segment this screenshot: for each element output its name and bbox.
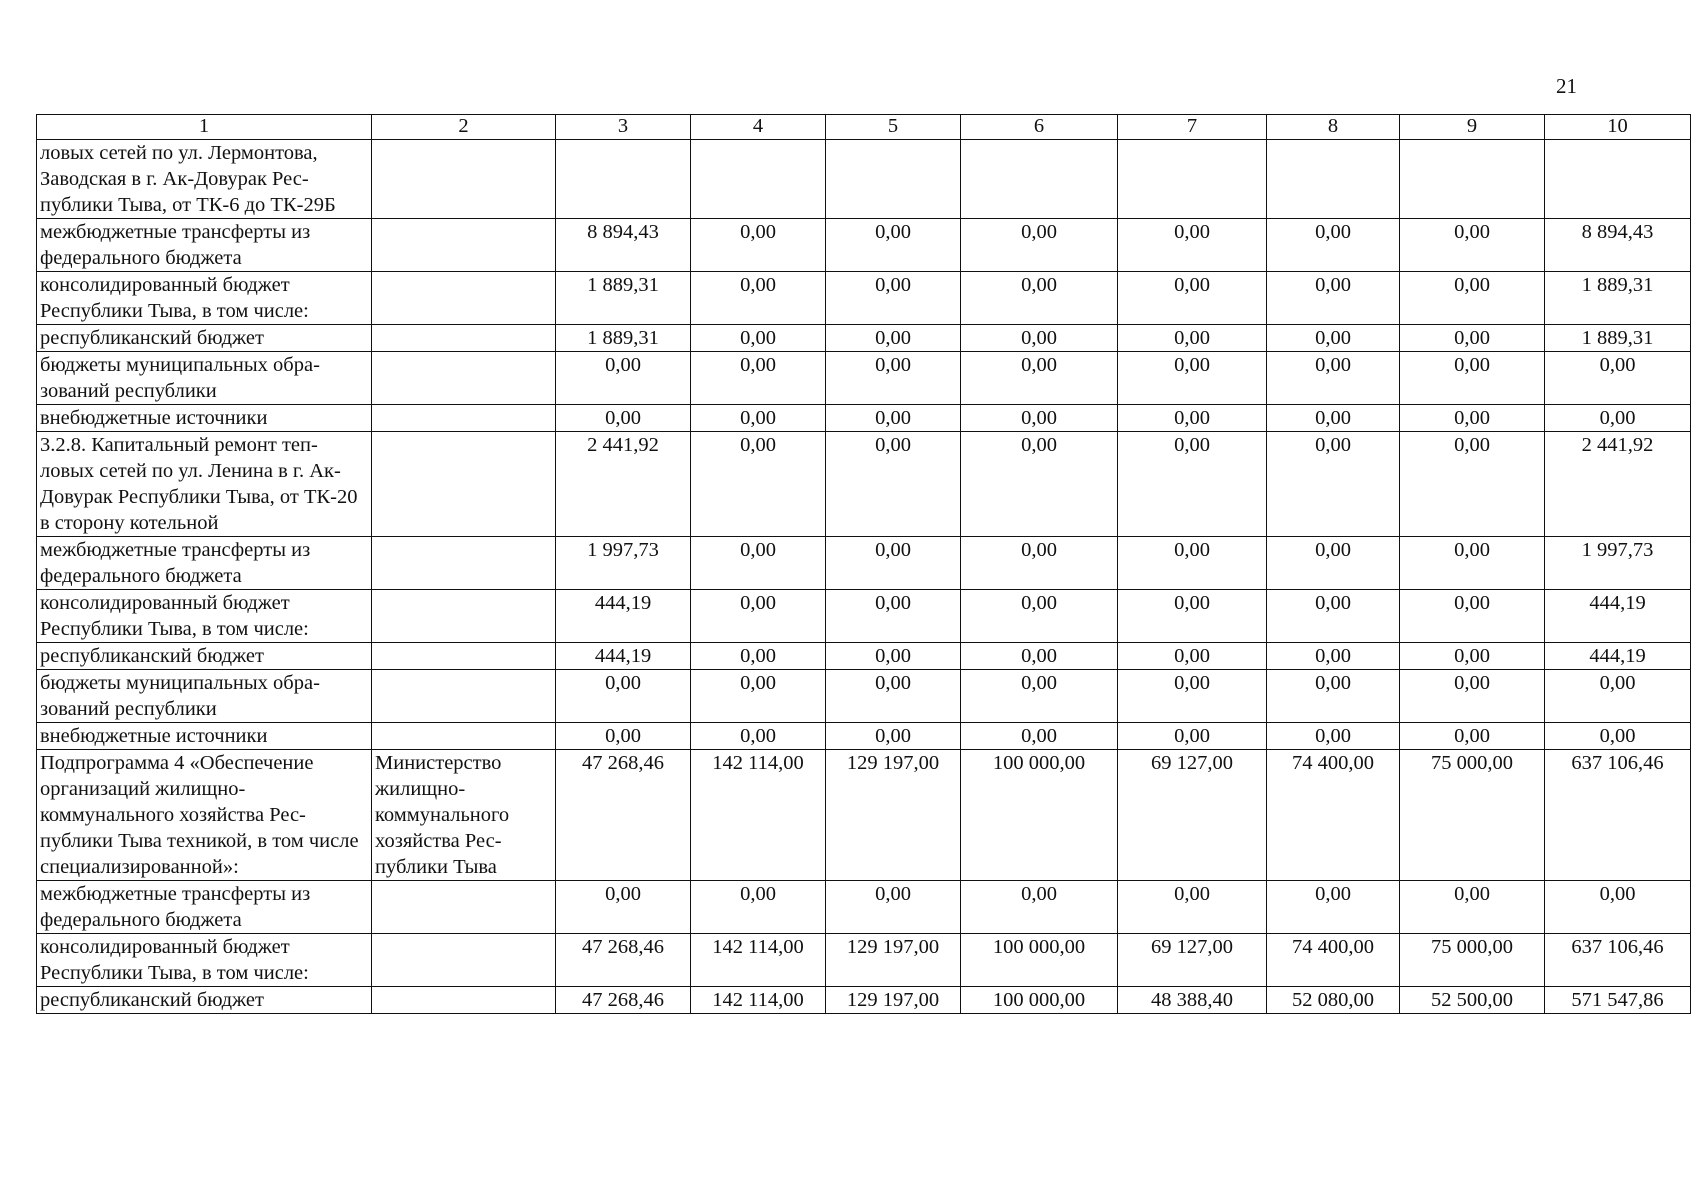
row-value: 129 197,00	[826, 750, 961, 881]
row-value: 0,00	[1267, 432, 1400, 537]
row-value: 444,19	[1545, 643, 1691, 670]
row-value: 0,00	[691, 272, 826, 325]
row-value: 69 127,00	[1118, 750, 1267, 881]
column-header: 5	[826, 115, 961, 140]
row-value: 129 197,00	[826, 987, 961, 1014]
row-value: 0,00	[961, 670, 1118, 723]
row-executor	[372, 934, 556, 987]
row-value: 0,00	[1118, 272, 1267, 325]
table-row	[37, 750, 1691, 881]
table-row	[37, 881, 1691, 934]
row-value: 0,00	[691, 219, 826, 272]
row-value: 444,19	[556, 643, 691, 670]
row-value: 0,00	[556, 723, 691, 750]
column-header: 4	[691, 115, 826, 140]
row-value: 0,00	[1400, 352, 1545, 405]
table-row	[37, 934, 1691, 987]
column-header: 3	[556, 115, 691, 140]
column-header: 6	[961, 115, 1118, 140]
row-value: 0,00	[961, 219, 1118, 272]
row-label: ловых сетей по ул. Лермонтова, Заводская в г. Ак-Довурак Рес-публики Тыва, от ТК-6 до ТК-29Б	[37, 140, 372, 219]
row-value: 0,00	[691, 352, 826, 405]
row-executor	[372, 432, 556, 537]
row-value: 0,00	[1118, 670, 1267, 723]
row-value: 0,00	[1118, 643, 1267, 670]
row-value: 0,00	[1267, 219, 1400, 272]
row-value: 0,00	[1118, 881, 1267, 934]
row-value: 52 500,00	[1400, 987, 1545, 1014]
row-value: 0,00	[1400, 325, 1545, 352]
row-value: 1 997,73	[556, 537, 691, 590]
table-row	[37, 140, 1691, 219]
row-executor	[372, 590, 556, 643]
row-value: 0,00	[1267, 272, 1400, 325]
row-value: 0,00	[691, 590, 826, 643]
row-value: 0,00	[1267, 352, 1400, 405]
row-value: 0,00	[1545, 723, 1691, 750]
row-value: 0,00	[961, 325, 1118, 352]
row-value	[1118, 140, 1267, 219]
row-value: 69 127,00	[1118, 934, 1267, 987]
row-value: 0,00	[556, 405, 691, 432]
row-value: 0,00	[826, 405, 961, 432]
row-value: 100 000,00	[961, 934, 1118, 987]
row-value: 0,00	[1118, 723, 1267, 750]
row-value: 0,00	[1118, 405, 1267, 432]
row-value: 0,00	[826, 219, 961, 272]
row-value: 0,00	[1267, 643, 1400, 670]
table-row	[37, 325, 1691, 352]
row-value: 52 080,00	[1267, 987, 1400, 1014]
row-value: 0,00	[1400, 432, 1545, 537]
column-header: 2	[372, 115, 556, 140]
row-value: 75 000,00	[1400, 750, 1545, 881]
row-value: 0,00	[826, 537, 961, 590]
row-executor	[372, 405, 556, 432]
header-row	[37, 115, 1691, 140]
row-value: 0,00	[1118, 432, 1267, 537]
row-value	[691, 140, 826, 219]
row-value: 0,00	[1400, 723, 1545, 750]
row-value	[961, 140, 1118, 219]
row-executor	[372, 272, 556, 325]
row-label: межбюджетные трансферты из федерального бюджета	[37, 881, 372, 934]
row-value: 0,00	[1545, 670, 1691, 723]
row-value: 0,00	[691, 405, 826, 432]
row-executor	[372, 352, 556, 405]
row-label: республиканский бюджет	[37, 987, 372, 1014]
row-value: 0,00	[826, 352, 961, 405]
table-row	[37, 219, 1691, 272]
column-header: 8	[1267, 115, 1400, 140]
row-value: 0,00	[1400, 670, 1545, 723]
row-value: 1 889,31	[556, 325, 691, 352]
row-label: бюджеты муниципальных обра-зований республики	[37, 670, 372, 723]
row-label: консолидированный бюджет Республики Тыва, в том числе:	[37, 272, 372, 325]
row-value: 74 400,00	[1267, 750, 1400, 881]
row-value: 0,00	[1267, 405, 1400, 432]
row-value: 0,00	[1118, 537, 1267, 590]
row-value: 444,19	[1545, 590, 1691, 643]
row-value: 129 197,00	[826, 934, 961, 987]
row-executor	[372, 881, 556, 934]
row-value: 47 268,46	[556, 934, 691, 987]
row-value: 0,00	[1400, 643, 1545, 670]
row-value: 637 106,46	[1545, 750, 1691, 881]
table-row	[37, 723, 1691, 750]
row-value: 0,00	[1545, 352, 1691, 405]
row-value: 0,00	[1118, 325, 1267, 352]
row-value: 0,00	[961, 352, 1118, 405]
row-value: 0,00	[1545, 405, 1691, 432]
row-value: 0,00	[691, 325, 826, 352]
row-value	[1545, 140, 1691, 219]
row-value: 0,00	[826, 723, 961, 750]
row-value: 0,00	[1545, 881, 1691, 934]
row-value	[556, 140, 691, 219]
row-value: 1 889,31	[1545, 325, 1691, 352]
row-value: 0,00	[1267, 537, 1400, 590]
row-value: 0,00	[556, 670, 691, 723]
row-value: 0,00	[1400, 537, 1545, 590]
row-value: 8 894,43	[1545, 219, 1691, 272]
row-label: республиканский бюджет	[37, 643, 372, 670]
row-value: 0,00	[826, 881, 961, 934]
row-value: 0,00	[691, 670, 826, 723]
row-value: 0,00	[691, 432, 826, 537]
row-executor	[372, 723, 556, 750]
row-label: внебюджетные источники	[37, 405, 372, 432]
row-value: 100 000,00	[961, 987, 1118, 1014]
column-header: 9	[1400, 115, 1545, 140]
row-value: 0,00	[961, 643, 1118, 670]
table-row	[37, 670, 1691, 723]
table-row	[37, 352, 1691, 405]
row-label: Подпрограмма 4 «Обеспечение организаций жилищно-коммунального хозяйства Рес-публики Тыва техникой, в том числе специализированной»:	[37, 750, 372, 881]
row-value: 1 889,31	[556, 272, 691, 325]
row-value: 0,00	[826, 325, 961, 352]
row-value: 0,00	[556, 352, 691, 405]
row-value	[1400, 140, 1545, 219]
row-value: 0,00	[1267, 590, 1400, 643]
row-value: 8 894,43	[556, 219, 691, 272]
row-value: 0,00	[826, 643, 961, 670]
row-value: 0,00	[961, 272, 1118, 325]
row-value: 0,00	[1400, 405, 1545, 432]
row-value: 0,00	[826, 432, 961, 537]
row-value: 0,00	[691, 881, 826, 934]
column-header: 7	[1118, 115, 1267, 140]
row-executor	[372, 987, 556, 1014]
row-value: 0,00	[1267, 325, 1400, 352]
table-row	[37, 590, 1691, 643]
table-row	[37, 432, 1691, 537]
row-value: 0,00	[1400, 590, 1545, 643]
row-value: 0,00	[691, 643, 826, 670]
row-value: 0,00	[1118, 219, 1267, 272]
row-executor	[372, 325, 556, 352]
row-value: 571 547,86	[1545, 987, 1691, 1014]
row-value: 0,00	[691, 537, 826, 590]
row-value: 48 388,40	[1118, 987, 1267, 1014]
row-label: внебюджетные источники	[37, 723, 372, 750]
table-row	[37, 405, 1691, 432]
row-value: 1 889,31	[1545, 272, 1691, 325]
row-label: межбюджетные трансферты из федерального бюджета	[37, 219, 372, 272]
row-value: 2 441,92	[1545, 432, 1691, 537]
row-value: 0,00	[556, 881, 691, 934]
row-value: 142 114,00	[691, 934, 826, 987]
row-value	[826, 140, 961, 219]
row-label: консолидированный бюджет Республики Тыва, в том числе:	[37, 590, 372, 643]
row-executor	[372, 140, 556, 219]
row-value: 0,00	[826, 590, 961, 643]
row-value: 0,00	[1267, 881, 1400, 934]
table-row	[37, 272, 1691, 325]
row-value	[1267, 140, 1400, 219]
row-executor	[372, 219, 556, 272]
row-value: 0,00	[1118, 590, 1267, 643]
column-header: 10	[1545, 115, 1691, 140]
table-row	[37, 537, 1691, 590]
row-value: 47 268,46	[556, 750, 691, 881]
row-value: 0,00	[961, 881, 1118, 934]
row-executor	[372, 537, 556, 590]
row-value: 47 268,46	[556, 987, 691, 1014]
row-executor	[372, 670, 556, 723]
row-value: 75 000,00	[1400, 934, 1545, 987]
row-executor	[372, 643, 556, 670]
row-value: 444,19	[556, 590, 691, 643]
row-value: 0,00	[826, 670, 961, 723]
column-header: 1	[37, 115, 372, 140]
row-value: 100 000,00	[961, 750, 1118, 881]
row-executor: Министерство жилищно-коммунального хозяйства Рес-публики Тыва	[372, 750, 556, 881]
page-number: 21	[1556, 74, 1577, 98]
row-value: 0,00	[691, 723, 826, 750]
row-value: 2 441,92	[556, 432, 691, 537]
row-value: 637 106,46	[1545, 934, 1691, 987]
row-value: 142 114,00	[691, 750, 826, 881]
row-value: 0,00	[1400, 219, 1545, 272]
row-value: 0,00	[961, 723, 1118, 750]
row-value: 0,00	[961, 590, 1118, 643]
row-label: межбюджетные трансферты из федерального бюджета	[37, 537, 372, 590]
row-value: 0,00	[1400, 881, 1545, 934]
row-value: 0,00	[826, 272, 961, 325]
row-label: республиканский бюджет	[37, 325, 372, 352]
row-label: консолидированный бюджет Республики Тыва, в том числе:	[37, 934, 372, 987]
row-value: 0,00	[1118, 352, 1267, 405]
row-value: 0,00	[961, 537, 1118, 590]
table-row	[37, 643, 1691, 670]
row-value: 142 114,00	[691, 987, 826, 1014]
row-value: 0,00	[1400, 272, 1545, 325]
table-body	[37, 140, 1691, 1014]
budget-table	[36, 114, 1691, 1014]
row-value: 0,00	[961, 432, 1118, 537]
row-value: 0,00	[961, 405, 1118, 432]
row-label: 3.2.8. Капитальный ремонт теп-ловых сетей по ул. Ленина в г. Ак-Довурак Республики Тыва, от ТК-20 в сторону котельной	[37, 432, 372, 537]
row-value: 1 997,73	[1545, 537, 1691, 590]
row-value: 74 400,00	[1267, 934, 1400, 987]
row-value: 0,00	[1267, 670, 1400, 723]
row-label: бюджеты муниципальных обра-зований республики	[37, 352, 372, 405]
table-row	[37, 987, 1691, 1014]
row-value: 0,00	[1267, 723, 1400, 750]
